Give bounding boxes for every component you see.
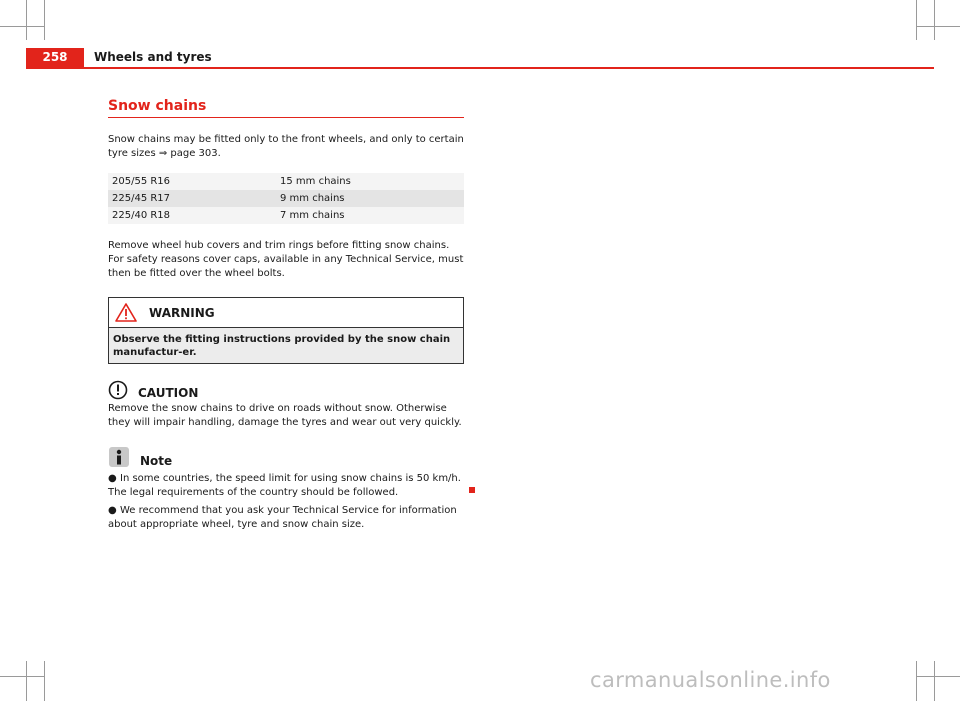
chain-size-cell: 9 mm chains	[276, 190, 464, 207]
end-of-section-mark	[469, 487, 475, 493]
chain-size-cell: 15 mm chains	[276, 173, 464, 190]
note-item	[108, 504, 464, 532]
crop-mark	[916, 26, 960, 27]
caution-header	[108, 378, 464, 400]
note-list	[108, 472, 464, 532]
note-item-text: We recommend that you ask your Technical Service for information about appropriate wheel, tyre and snow chain size.	[108, 505, 457, 530]
crop-mark	[934, 0, 935, 40]
warning-triangle-icon	[115, 303, 137, 322]
section-title: Snow chains	[108, 98, 464, 118]
crop-mark	[916, 0, 917, 40]
crop-mark	[26, 0, 27, 40]
crop-mark	[44, 0, 45, 40]
table-row	[108, 173, 464, 190]
watermark: carmanualsonline.info	[590, 668, 831, 692]
crop-mark	[916, 661, 917, 701]
bullet-icon: ●	[108, 505, 117, 516]
tyre-size-cell: 205/55 R16	[108, 173, 276, 190]
warning-box	[108, 297, 464, 364]
table-row	[108, 190, 464, 207]
crop-mark	[44, 661, 45, 701]
crop-mark	[26, 661, 27, 701]
warning-label: WARNING	[149, 305, 215, 320]
caution-text: Remove the snow chains to drive on roads without snow. Otherwise they will impair handling, damage the tyres and wear out very quickly.	[108, 403, 462, 428]
crop-mark	[0, 26, 44, 27]
note-label: Note	[140, 454, 173, 468]
info-figure-icon	[108, 446, 130, 468]
note-item-text: In some countries, the speed limit for using snow chains is 50 km/h. The legal requirements of the country should be followed.	[108, 473, 461, 498]
chain-size-cell: 7 mm chains	[276, 207, 464, 224]
tyre-chain-table	[108, 173, 464, 224]
header-title: Wheels and tyres	[94, 50, 212, 64]
tyre-size-cell: 225/40 R18	[108, 207, 276, 224]
caution-label: CAUTION	[138, 386, 199, 400]
crop-mark	[0, 676, 44, 677]
page-number: 258	[42, 50, 68, 64]
header-rule	[26, 67, 934, 69]
body-paragraph: Remove wheel hub covers and trim rings before fitting snow chains. For safety reasons cover caps, available in any Technical Service, must then be fitted over the wheel bolts.	[108, 240, 464, 279]
tyre-size-cell: 225/45 R17	[108, 190, 276, 207]
warning-header	[109, 298, 463, 328]
crop-mark	[916, 676, 960, 677]
note-item	[108, 472, 464, 500]
main-content	[108, 98, 464, 532]
warning-text: Observe the fitting instructions provided by the snow chain manufactur-er.	[109, 328, 463, 363]
crop-mark	[934, 661, 935, 701]
bullet-icon: ●	[108, 473, 117, 484]
intro-paragraph: Snow chains may be fitted only to the front wheels, and only to certain tyre sizes ⇒ page 303.	[108, 134, 464, 159]
note-header	[108, 446, 464, 468]
table-row	[108, 207, 464, 224]
exclamation-circle-icon	[108, 380, 128, 400]
